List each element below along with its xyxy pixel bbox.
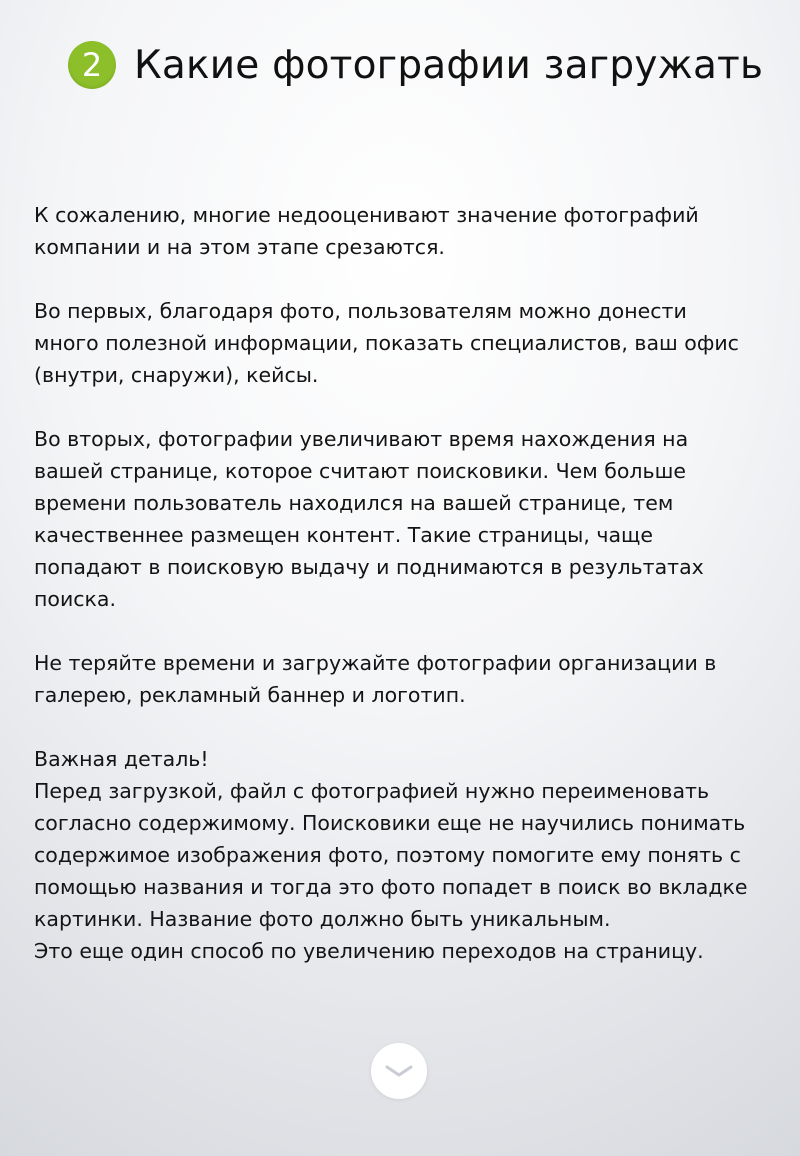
text-line: попадают в поисковую выдачу и поднимаются в результатах xyxy=(34,555,704,579)
chevron-down-icon xyxy=(384,1064,414,1078)
text-line: Перед загрузкой, файл с фотографией нужно переименовать xyxy=(34,779,710,803)
text-line: Во вторых, фотографии увеличивают время нахождения на xyxy=(34,427,689,451)
text-line: картинки. Название фото должно быть уникальным. xyxy=(34,907,611,931)
text-line: содержимое изображения фото, поэтому помогите ему понять с xyxy=(34,843,741,867)
scroll-down-button[interactable] xyxy=(371,1043,427,1099)
paragraph-call-to-action xyxy=(34,647,794,711)
paragraph-important-detail xyxy=(34,743,794,967)
paragraph-second xyxy=(34,423,794,615)
text-line: Важная деталь! xyxy=(34,747,209,771)
text-line: галерею, рекламный баннер и логотип. xyxy=(34,683,466,707)
text-line: поиска. xyxy=(34,587,116,611)
text-line: много полезной информации, показать специалистов, ваш офис xyxy=(34,331,739,355)
text-line: Во первых, благодаря фото, пользователям можно донести xyxy=(34,299,687,323)
text-line: К сожалению, многие недооценивают значение фотографий xyxy=(34,203,699,227)
text-line: времени пользователь находился на вашей странице, тем xyxy=(34,491,674,515)
text-line: (внутри, снаружи), кейсы. xyxy=(34,363,319,387)
text-line: помощью названия и тогда это фото попадет в поиск во вкладке xyxy=(34,875,748,899)
step-number-badge: 2 xyxy=(68,41,116,89)
text-line: согласно содержимому. Поисковики еще не научились понимать xyxy=(34,811,746,835)
text-line: Это еще один способ по увеличению переходов на страницу. xyxy=(34,939,704,963)
text-line: компании и на этом этапе срезаются. xyxy=(34,235,445,259)
paragraph-intro xyxy=(34,199,794,263)
page-header xyxy=(68,30,763,100)
paragraph-first xyxy=(34,295,794,391)
article-body xyxy=(34,199,794,999)
text-line: Не теряйте времени и загружайте фотографии организации в xyxy=(34,651,717,675)
text-line: качественнее размещен контент. Такие страницы, чаще xyxy=(34,523,653,547)
text-line: вашей странице, которое считают поисковики. Чем больше xyxy=(34,459,686,483)
page-title: Какие фотографии загружать xyxy=(134,42,764,88)
